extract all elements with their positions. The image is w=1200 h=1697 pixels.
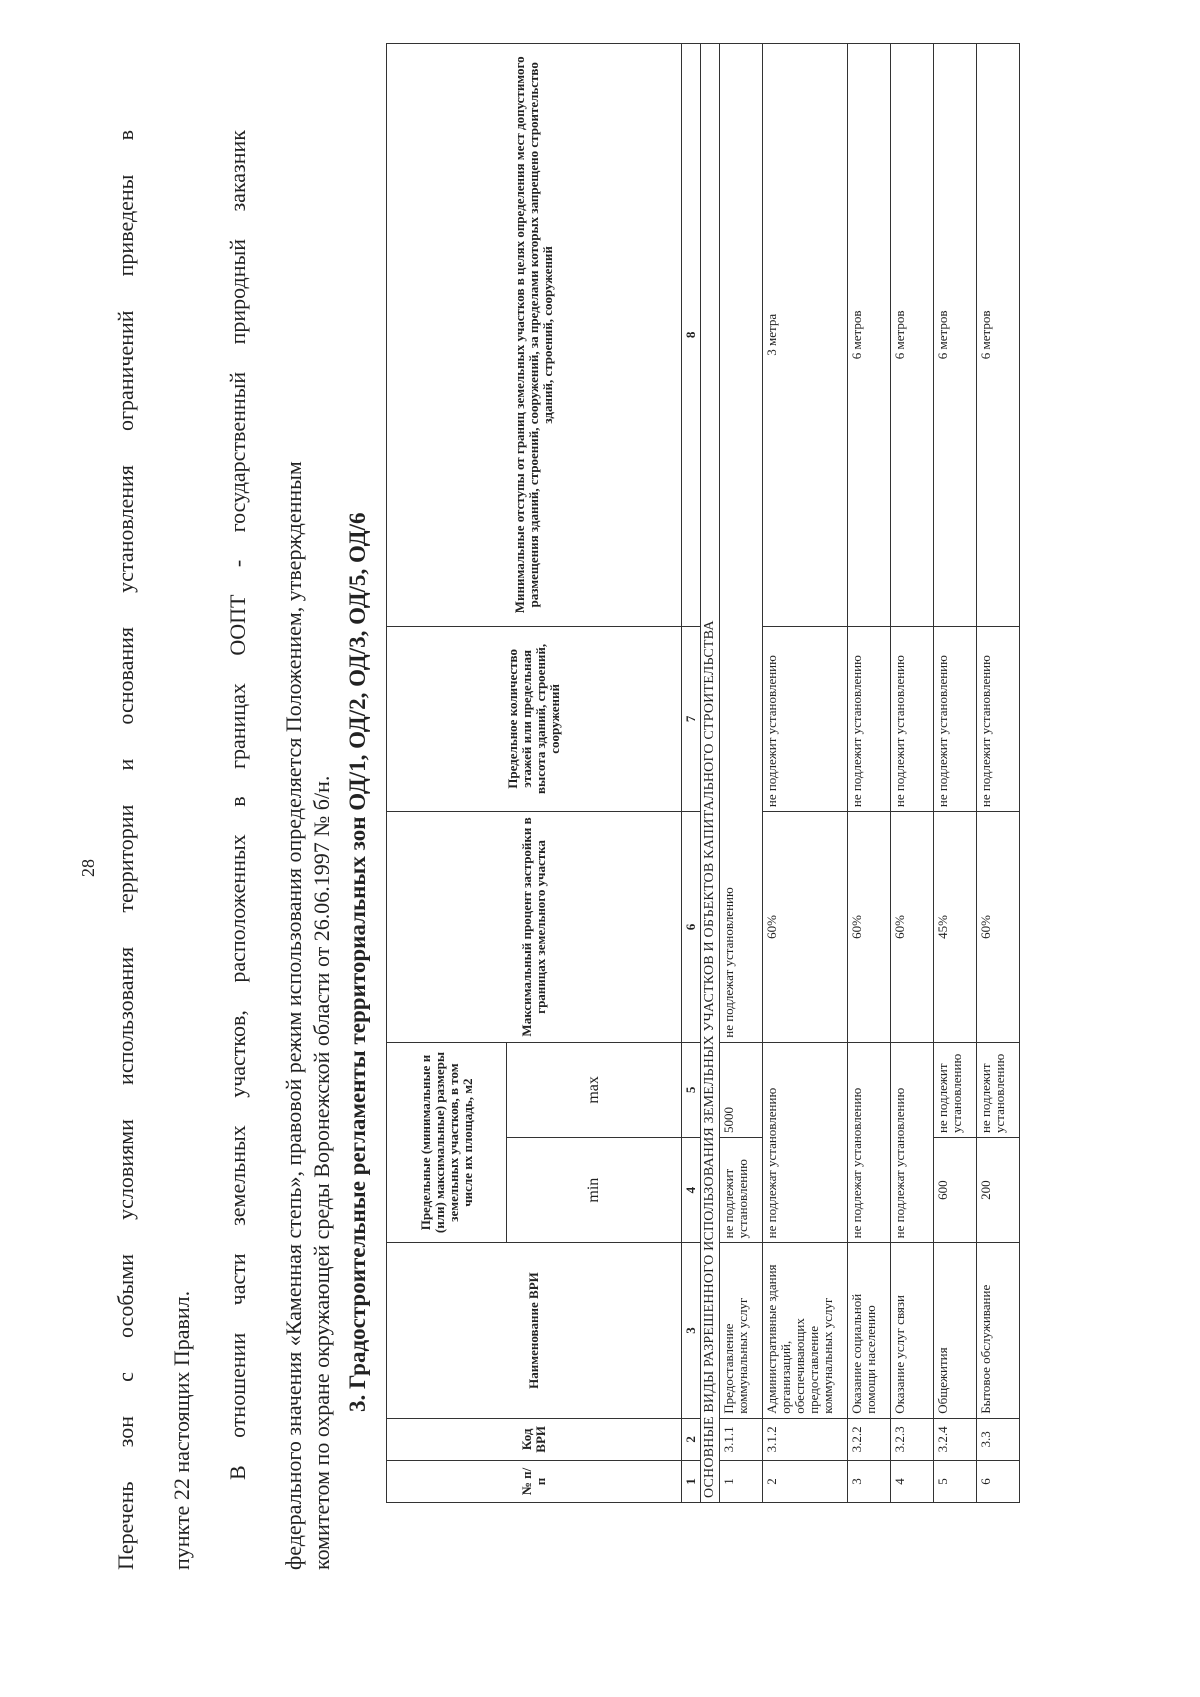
row-floors: не подлежит установлению [977,626,1020,812]
header-plot-size: Предельные (минимальные и (или) максимальные) размеры земельных участков, в том числе их площадь, м2 [387,1042,507,1243]
row-min: 600 [934,1138,977,1243]
row-code: 3.3 [977,1418,1020,1460]
header-name: Наименование ВРИ [387,1243,682,1418]
row-max: 5000 [720,1042,763,1137]
row-setback: 6 метров [891,44,934,627]
table-row [977,44,1020,1503]
row-minmax: не подлежат установлению [891,1042,934,1243]
paragraph-2-line-2: федерального значения «Каменная степь», правовой режим использования определяется Положением, утвержденным [281,461,306,1570]
header-max-percent: Максимальный процент застройки в границах земельного участка [387,812,682,1043]
row-code: 3.2.2 [848,1418,891,1460]
row-num: 5 [934,1460,977,1502]
col-num-6: 6 [682,812,701,1043]
table-header-row [387,44,507,1503]
header-setbacks: Минимальные отступы от границ земельных участков в целях определения мест допустимого размещения зданий, строений, сооружений, за пределами которых запрещено строительство зданий, строений, сооружений [387,44,682,627]
row-name: Общежития [934,1243,977,1418]
column-number-row [682,44,701,1503]
row-percent: 45% [934,812,977,1043]
col-num-1: 1 [682,1460,701,1502]
row-percent: 60% [763,812,848,1043]
row-min: 200 [977,1138,1020,1243]
row-floors: не подлежит установлению [891,626,934,812]
header-max: max [507,1042,682,1137]
row-num: 6 [977,1460,1020,1502]
col-num-7: 7 [682,626,701,812]
row-max: не подлежит установлению [934,1042,977,1137]
header-code: Код ВРИ [387,1418,682,1460]
row-minmax: не подлежат установлению [763,1042,848,1243]
paragraph-2-line-1: В отношении части земельных участков, расположенных в границах ООПТ - государственный природный заказник [225,130,250,1480]
section-row-label: ОСНОВНЫЕ ВИДЫ РАЗРЕШЕННОГО ИСПОЛЬЗОВАНИЯ ЗЕМЕЛЬНЫХ УЧАСТКОВ И ОБЪЕКТОВ КАПИТАЛЬНОГО СТРОИТЕЛЬСТВА [701,44,720,1503]
regulations-table [386,43,1020,1503]
row-min: не подлежит установлению [720,1138,763,1243]
row-name: Бытовое обслуживание [977,1243,1020,1418]
row-num: 4 [891,1460,934,1502]
row-minmax: не подлежат установлению [848,1042,891,1243]
row-max: не подлежит установлению [977,1042,1020,1137]
col-num-5: 5 [682,1042,701,1137]
row-num: 2 [763,1460,848,1502]
row-floors: не подлежит установлению [934,626,977,812]
col-num-3: 3 [682,1243,701,1418]
row-percent: 60% [848,812,891,1043]
row-code: 3.2.4 [934,1418,977,1460]
row-name: Административные здания организаций, обеспечивающих предоставление коммунальных услуг [763,1243,848,1418]
row-code: 3.1.1 [720,1418,763,1460]
paragraph-1-line-2: пункте 22 настоящих Правил. [169,1290,194,1570]
row-floors: не подлежит установлению [763,626,848,812]
row-setback: 6 метров [848,44,891,627]
table-row [891,44,934,1503]
paragraph-2-line-3: комитетом по охране окружающей среды Воронежской области от 26.06.1997 № б/н. [309,775,334,1570]
table-row [848,44,891,1503]
section-title: 3. Градостроительные регламенты территориальных зон ОД/1, ОД/2, ОД/3, ОД/5, ОД/6 [345,512,370,1412]
table-row [720,44,763,1503]
header-floors: Предельное количество этажей или предельная высота зданий, строений, сооружений [387,626,682,812]
row-setback: 6 метров [977,44,1020,627]
row-percent: 60% [891,812,934,1043]
row-code: 3.1.2 [763,1418,848,1460]
col-num-8: 8 [682,44,701,627]
row-setback: 6 метров [934,44,977,627]
col-num-4: 4 [682,1138,701,1243]
section-row [701,44,720,1503]
page-number: 28 [78,859,98,877]
row-name: Предоставление коммунальных услуг [720,1243,763,1418]
row-setback: 3 метра [763,44,848,627]
row-merged-values: не подлежат установлению [720,44,763,1043]
row-num: 3 [848,1460,891,1502]
col-num-2: 2 [682,1418,701,1460]
row-percent: 60% [977,812,1020,1043]
header-num: № п/п [387,1460,682,1502]
paragraph-1-line-1: Перечень зон с особыми условиями использования территории и основания установления ограничений приведены в [113,130,138,1570]
table-row [763,44,848,1503]
header-min: min [507,1138,682,1243]
row-floors: не подлежит установлению [848,626,891,812]
row-code: 3.2.3 [891,1418,934,1460]
table-row [934,44,977,1503]
row-name: Оказание социальной помощи населению [848,1243,891,1418]
row-num: 1 [720,1460,763,1502]
row-name: Оказание услуг связи [891,1243,934,1418]
